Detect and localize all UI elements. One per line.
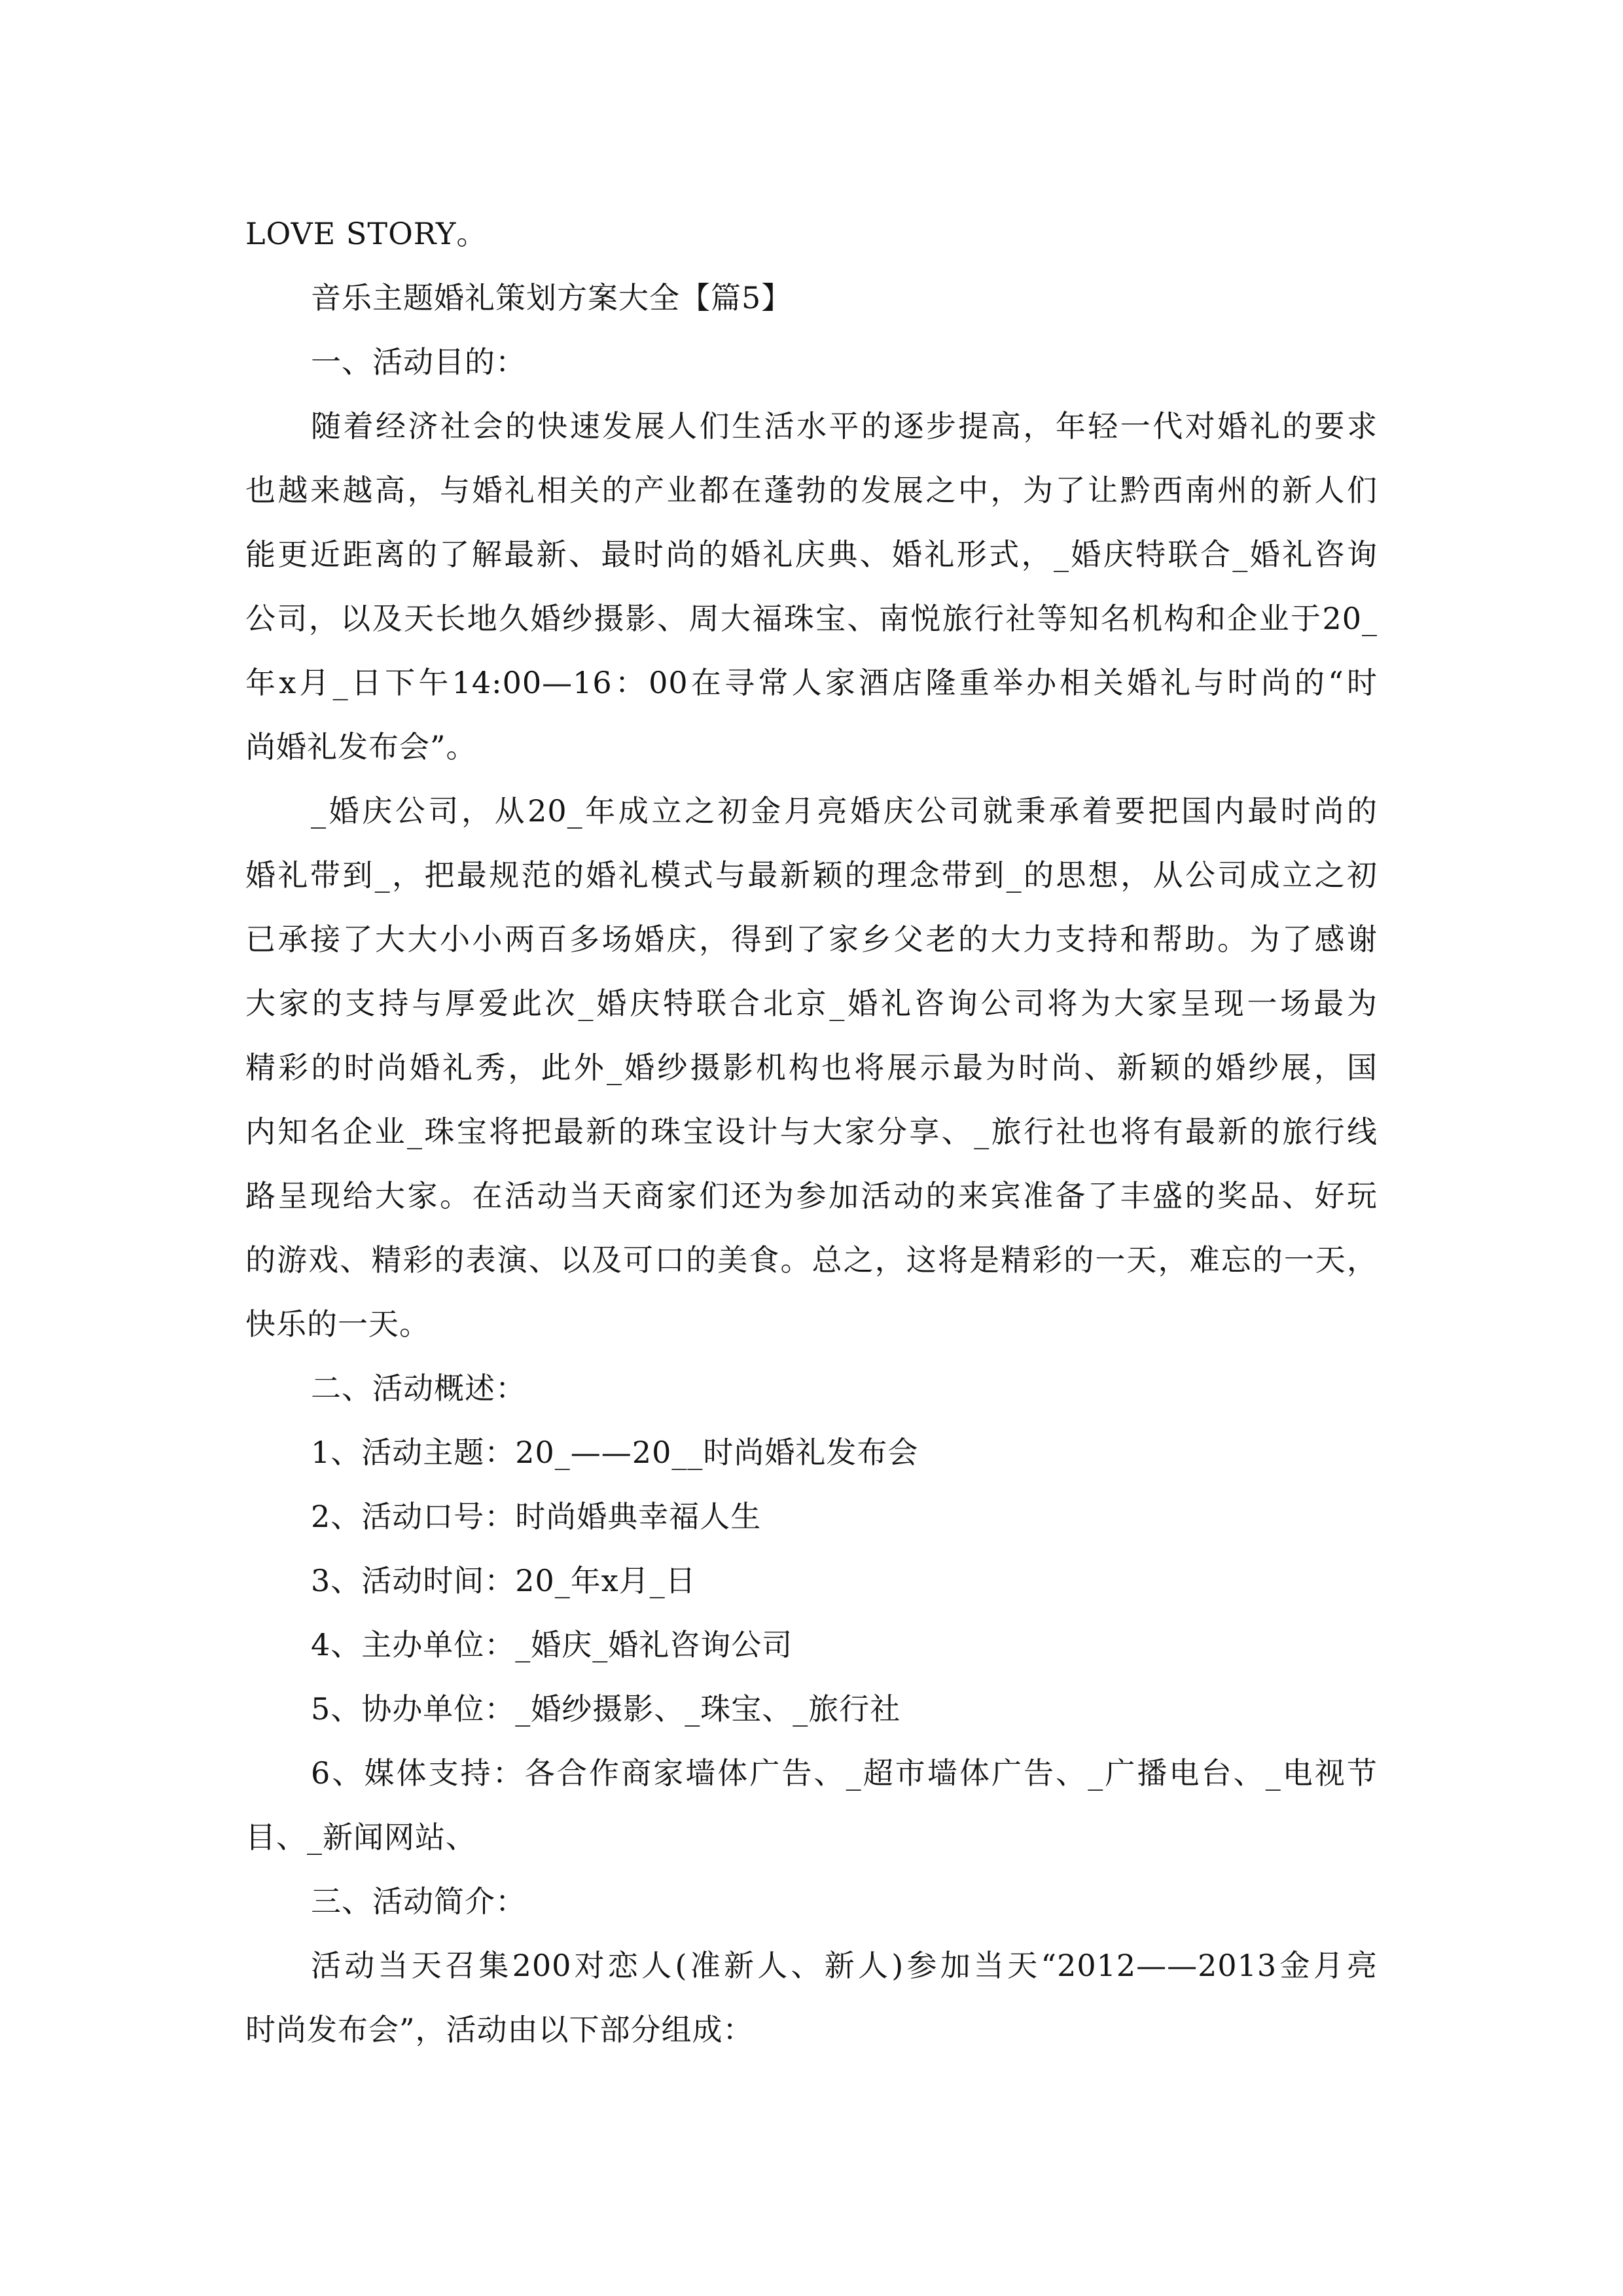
text-line: 快乐的一天。 <box>245 1306 430 1342</box>
text-line: 已承接了大大小小两百多场婚庆，得到了家乡父老的大力支持和帮助。为了感谢 <box>245 922 1378 957</box>
text-line: 精彩的时尚婚礼秀，此外_婚纱摄影机构也将展示最为时尚、新颖的婚纱展，国 <box>245 1050 1378 1085</box>
section-heading: 二、活动概述： <box>311 1371 526 1406</box>
list-item: 3、活动时间：20_年x月_日 <box>311 1563 696 1598</box>
text-line: 时尚发布会”，活动由以下部分组成： <box>245 2012 754 2047</box>
text-line: 尚婚礼发布会”。 <box>245 729 477 764</box>
text-line: 也越来越高，与婚礼相关的产业都在蓬勃的发展之中，为了让黔西南州的新人们 <box>245 473 1378 508</box>
text-line: 公司，以及天长地久婚纱摄影、周大福珠宝、南悦旅行社等知名机构和企业于20_ <box>245 601 1378 636</box>
text-line: 的游戏、精彩的表演、以及可口的美食。总之，这将是精彩的一天，难忘的一天， <box>245 1242 1378 1278</box>
text-line: LOVE STORY。 <box>245 216 488 251</box>
text-line: 活动当天召集200对恋人(准新人、新人)参加当天“2012——2013金月亮 <box>311 1948 1378 1983</box>
section-heading: 音乐主题婚礼策划方案大全【篇5】 <box>311 280 793 315</box>
list-item: 6、媒体支持：各合作商家墙体广告、_超市墙体广告、_广播电台、_电视节 <box>311 1755 1378 1791</box>
text-line: 路呈现给大家。在活动当天商家们还为参加活动的来宾准备了丰盛的奖品、好玩 <box>245 1178 1378 1213</box>
section-heading: 三、活动简介： <box>311 1884 526 1919</box>
text-line: 大家的支持与厚爱此次_婚庆特联合北京_婚礼咨询公司将为大家呈现一场最为 <box>245 986 1378 1021</box>
document-body <box>245 202 1378 2062</box>
text-line: 能更近距离的了解最新、最时尚的婚礼庆典、婚礼形式，_婚庆特联合_婚礼咨询 <box>245 537 1378 572</box>
text-line: 婚礼带到_，把最规范的婚礼模式与最新颖的理念带到_的思想，从公司成立之初 <box>245 857 1378 893</box>
list-item: 5、协办单位：_婚纱摄影、_珠宝、_旅行社 <box>311 1691 901 1727</box>
list-item: 2、活动口号：时尚婚典幸福人生 <box>311 1499 762 1534</box>
text-line: 随着经济社会的快速发展人们生活水平的逐步提高，年轻一代对婚礼的要求 <box>311 408 1378 444</box>
text-line: 内知名企业_珠宝将把最新的珠宝设计与大家分享、_旅行社也将有最新的旅行线 <box>245 1114 1378 1149</box>
list-item: 4、主办单位：_婚庆_婚礼咨询公司 <box>311 1627 793 1662</box>
text-line: 年x月_日下午14:00—16：00在寻常人家酒店隆重举办相关婚礼与时尚的“时 <box>245 665 1378 700</box>
text-line: _婚庆公司，从20_年成立之初金月亮婚庆公司就秉承着要把国内最时尚的 <box>311 793 1378 829</box>
list-item-continuation: 目、_新闻网站、 <box>245 1820 476 1855</box>
section-heading: 一、活动目的： <box>311 344 526 380</box>
list-item: 1、活动主题：20_——20__时尚婚礼发布会 <box>311 1435 919 1470</box>
